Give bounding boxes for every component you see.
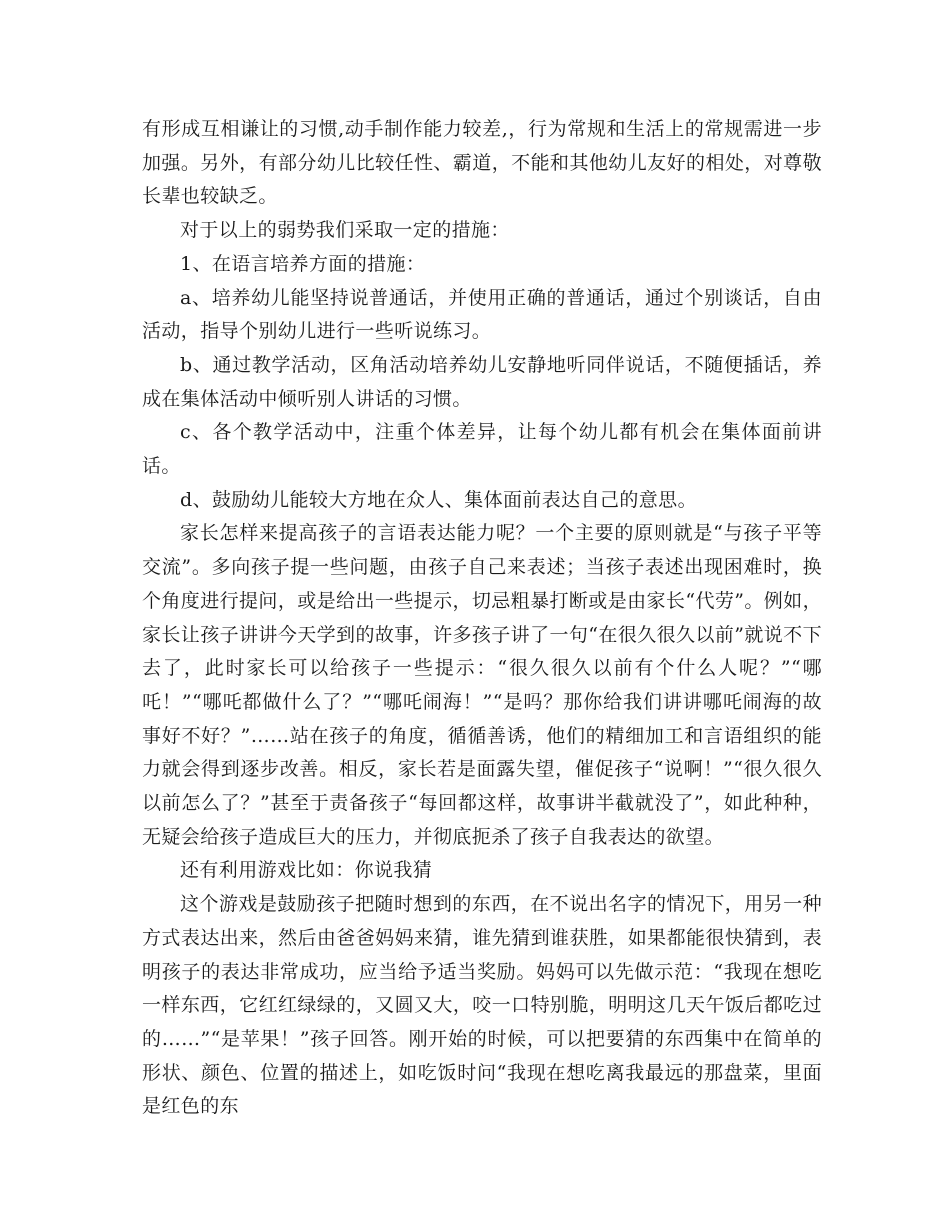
paragraph-6: c、各个教学活动中，注重个体差异，让每个幼儿都有机会在集体面前讲话。 (142, 421, 822, 478)
paragraph-8: 家长怎样来提高孩子的言语表达能力呢？一个主要的原则就是“与孩子平等交流”。多向孩子提一些问题，由孩子自己来表述；当孩子表述出现困难时，换个角度进行提问，或是给出一些提示，切忌粗暴打断或是由家长“代劳”。例如，家长让孩子讲讲今天学到的故事，许多孩子讲了一句“在很久很久以前”就说不下去了，此时家长可以给孩子一些提示：“很久很久以前有个什么人呢？”“哪吒！”“哪吒都做什么了？”“哪吒闹海！”“是吗？那你给我们讲讲哪吒闹海的故事好不好？”……站在孩子的角度，循循善诱，他们的精细加工和言语组织的能力就会得到逐步改善。相反，家长若是面露失望，催促孩子“说啊！”“很久很久以前怎么了？”甚至于责备孩子“每回都这样，故事讲半截就没了”，如此种种，无疑会给孩子造成巨大的压力，并彻底扼杀了孩子自我表达的欲望。 (142, 522, 822, 848)
paragraph-1: 有形成互相谦让的习惯,动手制作能力较差,，行为常规和生活上的常规需进一步加强。另外，有部分幼儿比较任性、霸道，不能和其他幼儿友好的相处，对尊敬长辈也较缺乏。 (142, 118, 822, 208)
document-body (142, 113, 822, 1124)
paragraph-7: d、鼓励幼儿能较大方地在众人、集体面前表达自己的意思。 (180, 488, 697, 511)
paragraph-3: 1、在语言培养方面的措施： (180, 252, 426, 275)
paragraph-10: 这个游戏是鼓励孩子把随时想到的东西，在不说出名字的情况下，用另一种方式表达出来，然后由爸爸妈妈来猜，谁先猜到谁获胜，如果都能很快猜到，表明孩子的表达非常成功，应当给予适当奖励。妈妈可以先做示范：“我现在想吃一样东西，它红红绿绿的，又圆又大，咬一口特别脆，明明这几天午饭后都吃过的……”“是苹果！”孩子回答。刚开始的时候，可以把要猜的东西集中在简单的形状、颜色、位置的描述上，如吃饭时问“我现在想吃离我最远的那盘菜，里面是红色的东 (142, 893, 822, 1118)
paragraph-9: 还有利用游戏比如：你说我猜 (180, 859, 433, 882)
paragraph-2: 对于以上的弱势我们采取一定的措施： (180, 219, 510, 242)
paragraph-5: b、通过教学活动，区角活动培养幼儿安静地听同伴说话，不随便插话，养成在集体活动中倾听别人讲话的习惯。 (142, 353, 822, 410)
paragraph-4: a、培养幼儿能坚持说普通话，并使用正确的普通话，通过个别谈话，自由活动，指导个别幼儿进行一些听说练习。 (142, 286, 822, 343)
